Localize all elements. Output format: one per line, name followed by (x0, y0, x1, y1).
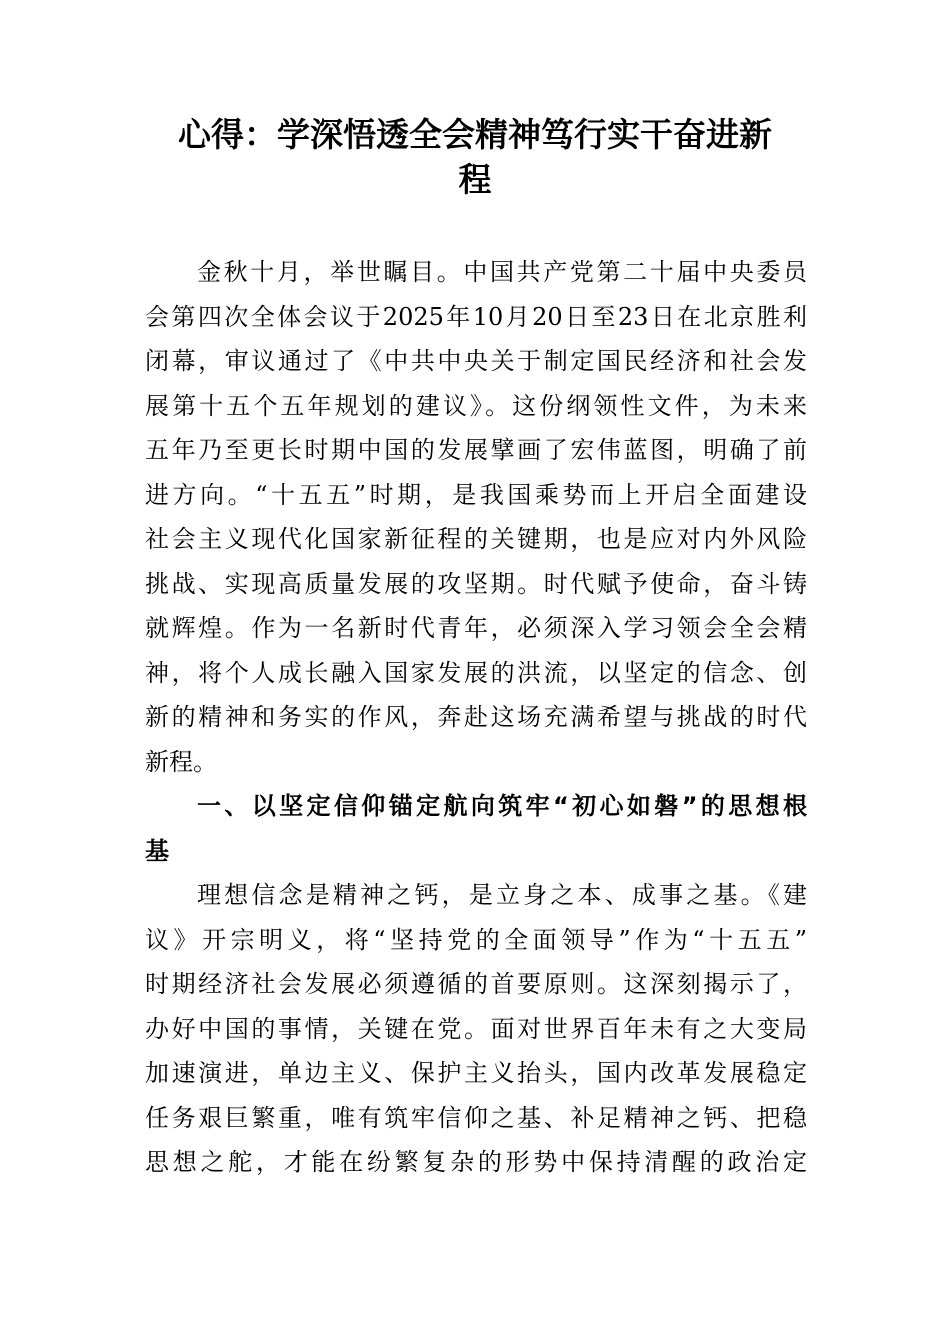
text-line: 加速演进，单边主义、保护主义抬头，国内改革发展稳定 (145, 1059, 807, 1087)
text-line: 办好中国的事情，关键在党。面对世界百年未有之大变局 (145, 1014, 807, 1043)
text-line: 进方向。“十五五”时期，是我国乘势而上开启全面建设 (145, 480, 807, 509)
text-line: 挑战、实现高质量发展的攻坚期。时代赋予使命，奋斗铸 (145, 569, 807, 598)
heading-line: 一、以坚定信仰锚定航向筑牢“初心如磐”的思想根 (197, 792, 807, 820)
text-line: 会第四次全体会议于2025年10月20日至23日在北京胜利 (145, 302, 807, 331)
document-title (145, 112, 805, 202)
document-body (145, 250, 807, 1185)
text-line: 新程。 (145, 747, 217, 776)
text-line: 闭幕，审议通过了《中共中央关于制定国民经济和社会发 (145, 347, 807, 375)
text-line: 思想之舵，才能在纷繁复杂的形势中保持清醒的政治定 (145, 1148, 807, 1176)
text-line: 社会主义现代化国家新征程的关键期，也是应对内外风险 (145, 525, 807, 553)
section-heading-1 (145, 784, 807, 873)
paragraph-intro (145, 250, 807, 784)
title-line: 心得：学深悟透全会精神笃行实干奋进新 (178, 115, 772, 154)
text-line: 就辉煌。作为一名新时代青年，必须深入学习领会全会精 (145, 614, 807, 642)
text-line: 神，将个人成长融入国家发展的洪流，以坚定的信念、创 (145, 658, 807, 687)
text-line: 理想信念是精神之钙，是立身之本、成事之基。《建 (197, 881, 807, 909)
text-line: 五年乃至更长时期中国的发展擘画了宏伟蓝图，明确了前 (145, 436, 807, 464)
text-line: 金秋十月，举世瞩目。中国共产党第二十届中央委员 (197, 258, 807, 286)
title-line: 程 (458, 160, 492, 199)
text-line: 新的精神和务实的作风，奔赴这场充满希望与挑战的时代 (145, 703, 807, 731)
text-line: 展第十五个五年规划的建议》。这份纲领性文件，为未来 (145, 391, 807, 420)
text-line: 时期经济社会发展必须遵循的首要原则。这深刻揭示了， (145, 970, 807, 998)
paragraph-section-1 (145, 873, 807, 1185)
text-line: 议》开宗明义，将“坚持党的全面领导”作为“十五五” (145, 925, 807, 954)
text-line: 任务艰巨繁重，唯有筑牢信仰之基、补足精神之钙、把稳 (145, 1103, 807, 1132)
heading-line: 基 (145, 836, 169, 865)
